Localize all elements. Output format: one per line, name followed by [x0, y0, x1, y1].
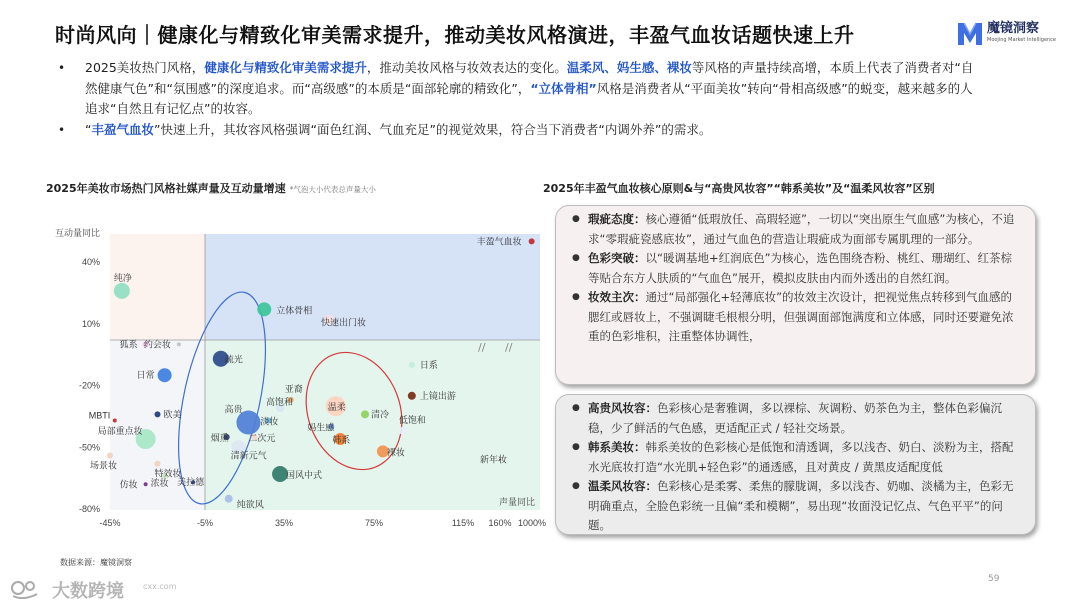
y-axis-title: 互动量同比	[55, 228, 101, 238]
principle-text: 核心遵循“低瑕放任、高瑕轻遮”，一切以“突出原生气血感”为核心，不追求“零瑕疵瓷感底妆”，通过气血色的营造让瑕疵成为面部专属肌理的一部分。	[588, 212, 1015, 246]
bubble-上镜出游	[408, 392, 416, 400]
principle-item	[572, 249, 1019, 288]
bubble-label: 纯欲风	[236, 499, 264, 510]
bubble-约会妆	[177, 342, 181, 346]
logo-text: 魔镜洞察	[987, 21, 1040, 36]
bubble-label: 约会妆	[143, 339, 171, 350]
comparison-text: 色彩核心是柔雾、柔焦的朦胧调，多以浅杏、奶咖、淡橘为主，色彩无明确重点，全脸色彩统一且偏“柔和模糊”，易出现“妆面没记忆点、气色平平”的问题。	[588, 479, 1014, 532]
comparison-key: 温柔风妆容：	[588, 479, 657, 493]
bubble-label: 快速出门妆	[321, 317, 367, 328]
bullet-highlight: 丰盈气血妆	[91, 121, 154, 137]
bubble-label: 妈生感	[307, 422, 335, 433]
bubble-label: 二次元	[248, 432, 276, 443]
bubble-label: 新年妆	[480, 454, 508, 465]
bubble-MBTI	[113, 418, 117, 422]
bubble-仿妆	[144, 482, 148, 486]
bubble-label: 亚裔	[284, 383, 303, 394]
bubble-label: 上镜出游	[419, 390, 456, 401]
core-principles-box	[555, 205, 1036, 385]
bubble-label: 欧美	[163, 409, 182, 420]
bubble-清冷	[361, 410, 369, 418]
bubble-label: 韩系	[332, 435, 351, 446]
bubble-label: 立体骨相	[276, 305, 313, 316]
comparison-text: 色彩核心是奢雅调，多以裸棕、灰调粉、奶茶色为主，整体色彩偏沉稳，少了鲜活的气色感，更适配正式 / 轻社交场景。	[588, 401, 1002, 435]
bubble-特效妆	[155, 461, 161, 467]
x-tick-label: 115%	[451, 518, 475, 528]
bubble-label: 低饱和	[398, 414, 426, 425]
bubble-label: 日常	[136, 370, 155, 381]
bubble-label: MBTI	[88, 410, 111, 421]
page-number: 59	[988, 574, 1000, 584]
bubble-label: 清冷	[371, 409, 390, 420]
bubble-label: 烟熏	[210, 432, 229, 443]
x-tick-label: -45%	[99, 518, 121, 528]
bullet-highlight: 温柔风、妈生感、裸妆	[566, 60, 692, 75]
bubble-label: 丰盈气血妆	[476, 236, 522, 247]
bubble-label: 局部重点妆	[97, 426, 143, 437]
x-tick-label: 1000%	[517, 518, 547, 528]
bubble-label: 温柔	[327, 402, 346, 413]
moojing-logo-icon	[955, 18, 985, 48]
bubble-丰盈气血妆	[529, 238, 535, 244]
bubble-label: 狐系	[119, 339, 138, 350]
comparison-text: 韩系美妆的色彩核心是低饱和清透调，多以浅杏、奶白、淡粉为主，搭配水光底妆打造“水光肌+轻色彩”的通透感，且对黄皮 / 黄黑皮适配度低	[588, 440, 1014, 474]
bullet-text: ，推动美妆风格与妆效表达的变化。	[366, 60, 567, 75]
x-tick-label: 75%	[364, 518, 384, 528]
comparison-item	[572, 399, 1019, 438]
principle-text: 通过“局部强化+轻薄底妆”的妆效主次设计，把视觉焦点转移到气血感的腮红或唇妆上，不强调睫毛根根分明，但强调面部饱满度和立体感，同时还要避免浓重的色彩堆积，注重整体协调性，	[588, 290, 1014, 343]
principle-item	[572, 210, 1019, 249]
comparison-title: 2025年丰盈气血妆核心原则&与“高贵风妆容”“韩系美妆”及“温柔风妆容”区别	[543, 182, 935, 195]
comparison-key: 韩系美妆：	[588, 440, 646, 454]
y-tick-label: 40%	[81, 257, 100, 267]
bubble-欧美	[155, 411, 161, 417]
bubble-label: 高饱和	[266, 397, 294, 408]
brand-logo	[955, 16, 1057, 50]
bubble-label: 特效妆	[154, 468, 182, 479]
bubble-立体骨相	[257, 302, 271, 316]
bubble-label: 场景妆	[90, 460, 118, 471]
chart-title-text: 2025年美妆市场热门风格社媒声量及互动量增速	[46, 182, 286, 195]
bubble-纯欲风	[225, 495, 233, 503]
bubble-label: 美拉德	[177, 477, 205, 488]
principle-text: 以“暖调基地+红润底色”为核心，选色围绕杏粉、桃红、珊瑚红、红茶棕等贴合东方人肤质的“气血色”展开，模拟皮肤由内而外透出的自然红润。	[588, 251, 1013, 285]
style-comparison-box	[555, 394, 1036, 535]
y-tick-label: -80%	[78, 504, 100, 514]
watermark-domain: cxx.com	[143, 582, 177, 591]
principle-key: 瑕疵态度：	[588, 212, 646, 226]
quadrant-top-right	[205, 234, 540, 340]
x-tick-label: 35%	[274, 518, 294, 528]
comparison-key: 高贵风妆容：	[588, 401, 657, 415]
bubble-chart	[0, 0, 560, 555]
bullet-text: 2025美妆热门风格，	[85, 60, 205, 75]
principle-item	[572, 288, 1019, 347]
bubble-label: 高贵	[224, 404, 243, 415]
y-tick-label: 10%	[81, 318, 100, 329]
chart-note: *气泡大小代表总声量大小	[289, 185, 376, 194]
x-tick-label: -5%	[196, 518, 214, 528]
comparison-item	[572, 477, 1019, 536]
page-title: 时尚风向｜健康化与精致化审美需求提升，推动美妆风格演进，丰盈气血妆话题快速上升	[55, 23, 855, 47]
bubble-label: 浓妆	[150, 478, 169, 489]
principle-key: 色彩突破：	[588, 251, 646, 265]
bullet-text: 风格是消费者从“平面美妆”转向“骨相高级感”的蜕变，越来越多的人追求“自然且有记忆点”的妆容。	[85, 80, 973, 116]
y-tick-label: -20%	[78, 380, 100, 391]
bubble-label: 疏光	[224, 354, 243, 365]
bullet-text: “	[85, 121, 92, 137]
x-tick-label: 160%	[488, 518, 512, 528]
bullet-text: ”快速上升，其妆容风格强调“面色红润、气血充足”的视觉效果，符合当下消费者“内调外养”的需求。	[154, 121, 712, 137]
bubble-label: 清新元气	[230, 450, 267, 461]
bullet-highlight: “立体骨相”	[530, 80, 597, 96]
bubble-label: 裸妆	[386, 447, 405, 458]
bubble-日系	[409, 362, 415, 368]
y-tick-label: -50%	[78, 442, 100, 453]
bubble-场景妆	[107, 452, 113, 458]
axis-break-mark: //	[505, 341, 513, 354]
bubble-低饱和	[399, 427, 407, 435]
logo-subtext: Moojing Market Intelligence	[987, 37, 1057, 43]
bubble-纯净	[114, 283, 130, 299]
bullet-text: 等风格的声量持续高增，本质上代表了消费者对“自然健康气色”和“氛围感”的深度追求。而“高级感”的本质是“面部轮廓的精致化”，	[85, 60, 974, 96]
data-source: 数据来源：魔镜洞察	[60, 558, 132, 567]
bubble-label: 淡妆	[260, 416, 279, 427]
watermark-icon	[10, 577, 40, 599]
comparison-item	[572, 438, 1019, 477]
bubble-label: 国风中式	[286, 470, 323, 481]
principle-key: 妆效主次：	[588, 290, 646, 304]
axis-break-mark: //	[478, 341, 486, 354]
bubble-label: 日系	[419, 359, 438, 370]
bubble-label: 仿妆	[119, 479, 138, 490]
bubble-日常	[158, 368, 172, 382]
x-axis-title: 声量同比	[498, 497, 536, 507]
bubble-label: 纯净	[113, 272, 132, 283]
bullet-highlight: 健康化与精致化审美需求提升	[204, 60, 367, 75]
watermark-text: 大数跨境	[52, 581, 124, 602]
